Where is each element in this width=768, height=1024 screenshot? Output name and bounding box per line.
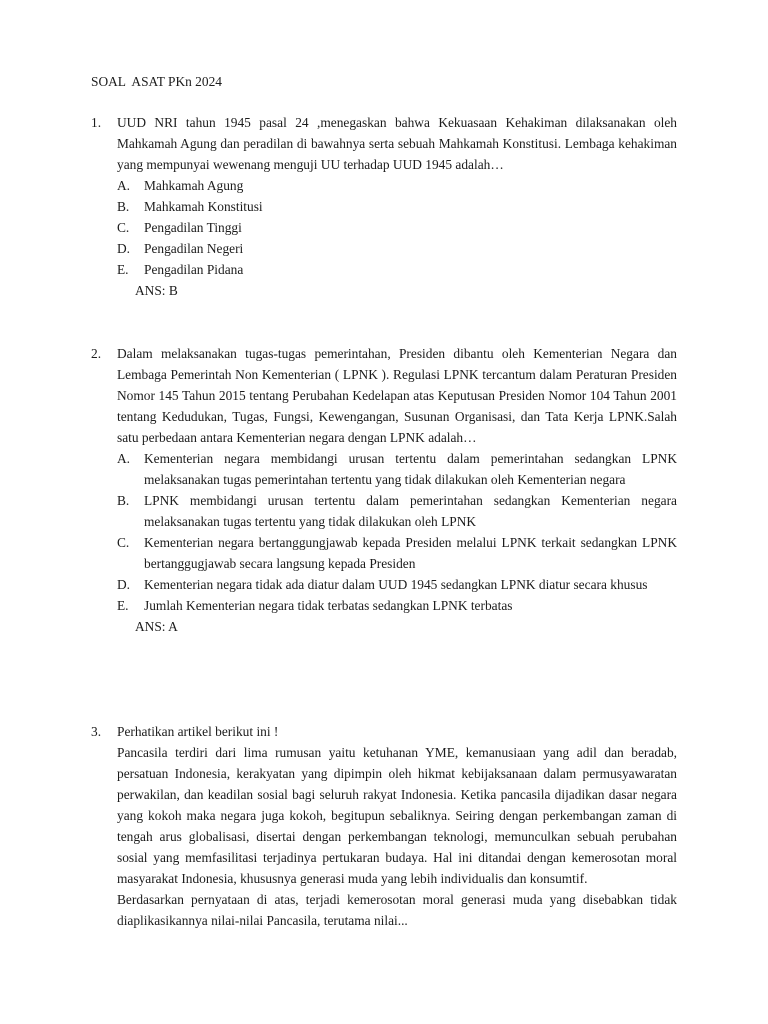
option-c — [117, 532, 677, 574]
option-text: Pengadilan Pidana — [144, 262, 244, 277]
option-text: Pengadilan Negeri — [144, 241, 244, 256]
option-text: Kementerian negara membidangi urusan tertentu dalam pemerintahan sedangkan LPNK melaksanakan tugas pemerintahan tertentu yang tidak dilakukan oleh Kementerian negara — [144, 451, 677, 487]
option-text: Kementerian negara tidak ada diatur dalam UUD 1945 sedangkan LPNK diatur secara khusus — [144, 577, 648, 592]
option-list — [117, 175, 677, 280]
option-a — [117, 175, 677, 196]
question-text: UUD NRI tahun 1945 pasal 24 ,menegaskan bahwa Kekuasaan Kehakiman dilaksanakan oleh Mahkamah Agung dan peradilan di bawahnya serta sebuah Mahkamah Konstitusi. Lembaga kehakiman yang mempunyai wewenang menguji UU terhadap UUD 1945 adalah… — [117, 115, 677, 172]
option-list — [117, 448, 677, 616]
answer-key: ANS: A — [135, 619, 178, 634]
question-number: 1. — [91, 115, 102, 130]
option-letter: B. — [117, 199, 130, 214]
option-letter: D. — [117, 577, 131, 592]
question-number: 2. — [91, 346, 102, 361]
option-text: Mahkamah Agung — [144, 178, 244, 193]
option-letter: D. — [117, 241, 131, 256]
option-letter: E. — [117, 262, 129, 277]
option-text: Pengadilan Tinggi — [144, 220, 242, 235]
question-text: Berdasarkan pernyataan di atas, terjadi kemerosotan moral generasi muda yang disebabkan tidak diaplikasikannya nilai-nilai Pancasila, terutama nilai... — [117, 892, 677, 928]
option-letter: E. — [117, 598, 129, 613]
question-2 — [91, 343, 677, 637]
option-d — [117, 238, 677, 259]
article-text: Pancasila terdiri dari lima rumusan yaitu ketuhanan YME, kemanusiaan yang adil dan beradab, persatuan Indonesia, kerakyatan yang dipimpin oleh hikmat kebijaksanaan dalam permusyawaratan perwakilan, dan keadilan sosial bagi seluruh rakyat Indonesia. Ketika pancasila dijadikan dasar negara yang kokoh maka negara juga kokoh, begitupun sebaliknya. Seiring dengan perkembangan zaman di tengah arus globalisasi, disertai dengan perkembangan teknologi, memunculkan sebuah perubahan sosial yang memfasilitasi terjadinya pertukaran budaya. Hal ini ditandai dengan kemerosotan moral masyarakat Indonesia, khususnya generasi muda yang lebih individualis dan konsumtif. — [117, 745, 677, 886]
question-intro: Perhatikan artikel berikut ini ! — [117, 724, 279, 739]
option-letter: A. — [117, 451, 131, 466]
option-text: Kementerian negara bertanggungjawab kepada Presiden melalui LPNK terkait sedangkan LPNK bertanggugjawab secara langsung kepada Presiden — [144, 535, 677, 571]
option-b — [117, 490, 677, 532]
option-letter: C. — [117, 220, 130, 235]
option-letter: C. — [117, 535, 130, 550]
option-e — [117, 595, 677, 616]
question-number: 3. — [91, 724, 102, 739]
document-title: SOAL ASAT PKn 2024 — [91, 74, 222, 89]
option-text: LPNK membidangi urusan tertentu dalam pemerintahan sedangkan Kementerian negara melaksanakan tugas tertentu yang tidak dilakukan oleh LPNK — [144, 493, 677, 529]
option-d — [117, 574, 677, 595]
answer-key: ANS: B — [135, 283, 178, 298]
option-letter: A. — [117, 178, 131, 193]
option-b — [117, 196, 677, 217]
question-1 — [91, 112, 677, 301]
question-3 — [91, 721, 677, 931]
option-a — [117, 448, 677, 490]
option-c — [117, 217, 677, 238]
question-text: Dalam melaksanakan tugas-tugas pemerintahan, Presiden dibantu oleh Kementerian Negara dan Lembaga Pemerintah Non Kementerian ( LPNK ). Regulasi LPNK tercantum dalam Peraturan Presiden Nomor 145 Tahun 2015 tentang Perubahan Kedelapan atas Keputusan Presiden Nomor 104 Tahun 2001 tentang Kedudukan, Tugas, Fungsi, Kewengangan, Susunan Organisasi, dan Tata Kerja LPNK.Salah satu perbedaan antara Kementerian negara dengan LPNK adalah… — [117, 346, 677, 445]
option-text: Mahkamah Konstitusi — [144, 199, 263, 214]
option-letter: B. — [117, 493, 130, 508]
option-text: Jumlah Kementerian negara tidak terbatas sedangkan LPNK terbatas — [144, 598, 513, 613]
option-e — [117, 259, 677, 280]
